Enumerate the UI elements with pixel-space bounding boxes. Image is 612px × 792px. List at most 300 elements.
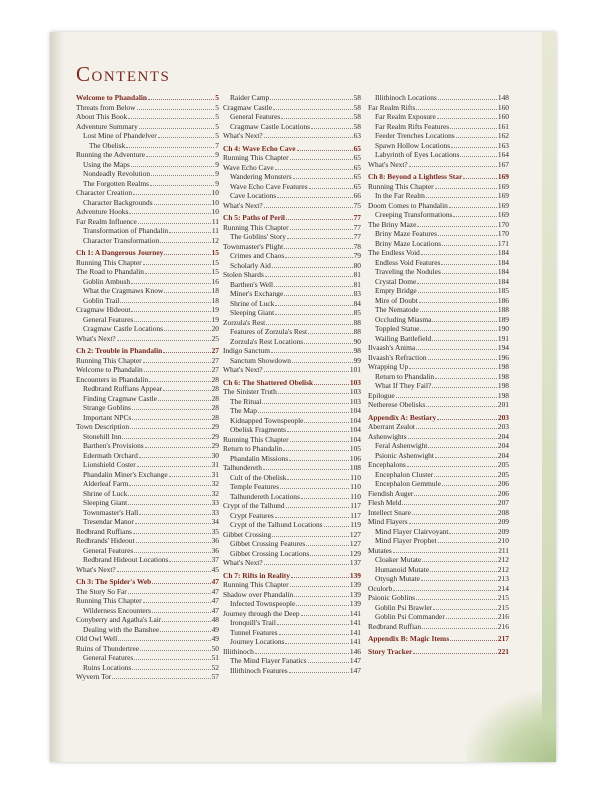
toc-entry	[76, 169, 219, 179]
toc-entry	[76, 489, 219, 499]
toc-page-number: 169	[497, 200, 509, 210]
toc-entry	[223, 261, 361, 271]
toc-entry	[223, 153, 361, 163]
toc-entry-title: Ruins Locations	[83, 662, 132, 672]
toc-entry	[223, 482, 361, 492]
toc-entry-title: Labyrinth of Eyes Locations	[375, 150, 460, 159]
toc-entry	[223, 280, 361, 290]
toc-entry	[368, 422, 509, 432]
toc-entry-title: Nondeadly Revolution	[83, 169, 151, 178]
toc-entry-title: Running This Chapter	[76, 596, 142, 605]
dot-leader	[264, 371, 349, 372]
toc-entry-title: The Goblins' Story	[230, 232, 286, 241]
toc-page-number: 9	[215, 159, 219, 169]
toc-entry-title: What's Next?	[223, 131, 263, 140]
toc-entry	[223, 590, 361, 600]
toc-page-number: 208	[497, 507, 509, 517]
toc-entry	[223, 656, 361, 666]
toc-page-number: 206	[497, 488, 509, 498]
toc-page-number: 83	[353, 289, 361, 298]
toc-column-3	[368, 93, 509, 656]
toc-entry	[223, 223, 361, 233]
toc-entry-title: Cave Locations	[230, 191, 277, 200]
toc-entry	[76, 286, 219, 296]
dot-leader	[438, 542, 497, 543]
toc-entry	[368, 315, 509, 325]
dot-leader	[158, 137, 215, 138]
toc-entry-title: Threats from Below	[76, 102, 136, 112]
toc-entry	[368, 150, 509, 160]
toc-entry	[76, 565, 219, 575]
toc-entry-title: Redbrand Ruffians Appear	[83, 384, 163, 393]
toc-entry-title: What If They Fail?	[375, 381, 432, 390]
page-border-decoration	[542, 32, 556, 762]
dot-leader	[265, 276, 353, 277]
dot-leader	[287, 479, 349, 480]
toc-entry-title: Illithinoch	[223, 646, 254, 656]
toc-entry-title: The Story So Far	[76, 586, 127, 596]
toc-entry	[76, 403, 219, 413]
toc-page-number: 84	[353, 298, 361, 308]
toc-page-number: 201	[497, 400, 509, 409]
dot-leader	[134, 321, 210, 322]
dot-leader	[421, 254, 497, 255]
dot-leader	[154, 204, 211, 205]
toc-entry-title: Scholarly Aid	[230, 260, 271, 270]
toc-entry	[368, 470, 509, 480]
dot-leader	[304, 343, 352, 344]
toc-entry	[368, 353, 509, 363]
dot-leader	[435, 378, 497, 379]
toc-entry-title: The Forgotten Realms	[83, 178, 149, 188]
toc-page-number: 33	[211, 507, 219, 517]
dot-leader	[437, 419, 497, 420]
toc-entry-title: Strange Goblins	[83, 403, 131, 412]
toc-entry	[368, 277, 509, 287]
toc-page-number: 65	[353, 143, 361, 153]
toc-page-number: 139	[349, 589, 361, 599]
toc-entry-title: Cult of the Obelisk	[230, 472, 287, 482]
toc-entry-title: Redbrand Ruffians	[76, 526, 132, 536]
toc-entry-title: Adventure Hooks	[76, 207, 129, 216]
toc-page-number: 47	[211, 596, 219, 605]
toc-entry-title: The Endless Void	[368, 248, 420, 257]
dot-leader	[139, 514, 210, 515]
toc-entry-title: Redbrands' Hideout	[76, 536, 135, 545]
dot-leader	[132, 669, 210, 670]
dot-leader	[285, 257, 352, 258]
toc-page-number: 49	[211, 634, 219, 643]
toc-entry-title: Appendix A: Bestiary	[368, 412, 437, 422]
toc-page-number: 19	[211, 305, 219, 314]
toc-chapter-heading	[76, 577, 219, 587]
toc-entry-title: Sleeping Giant	[230, 308, 275, 317]
toc-page-number: 49	[211, 624, 219, 634]
dot-leader	[442, 273, 497, 274]
toc-entry-title: Tunnel Features	[230, 627, 278, 637]
toc-page-number: 184	[497, 257, 509, 267]
toc-entry-title: Ch 5: Paths of Peril	[223, 213, 285, 222]
toc-page-number: 170	[497, 229, 509, 238]
toc-entry-title: Mire of Doubt	[375, 295, 418, 305]
toc-entry	[76, 160, 219, 170]
toc-entry	[368, 229, 509, 239]
toc-entry-title: In the Far Realm	[375, 191, 425, 200]
dot-leader	[393, 590, 497, 591]
toc-entry-title: Ch 2: Trouble in Phandalin	[76, 346, 163, 355]
toc-page-number: 117	[350, 510, 361, 520]
toc-entry-title: Illithinoch Features	[230, 665, 288, 675]
dot-leader	[160, 631, 210, 632]
toc-entry-title: Zorzula's Rest Locations	[230, 336, 304, 346]
toc-page-number: 25	[211, 333, 219, 343]
toc-page-number: 205	[497, 460, 509, 469]
dot-leader	[128, 118, 214, 119]
dot-leader	[453, 216, 497, 217]
toc-entry	[76, 277, 219, 287]
toc-entry	[368, 479, 509, 489]
toc-entry-title: Journey Locations	[230, 637, 285, 646]
toc-entry-title: Encephalons	[368, 460, 406, 469]
toc-column-1	[76, 93, 219, 682]
toc-entry-title: Welcome to Phandalin	[76, 93, 148, 102]
toc-entry-title: Crimes and Chaos	[230, 251, 285, 260]
toc-entry-title: Wailing Battlefield	[375, 333, 432, 343]
toc-entry-title: Far Realm Rifts Features	[375, 121, 450, 131]
toc-entry-title: Old Owl Well	[76, 634, 118, 643]
toc-entry	[368, 343, 509, 353]
toc-entry	[76, 334, 219, 344]
dot-leader	[290, 441, 349, 442]
toc-entry	[76, 479, 219, 489]
toc-page-number: 104	[349, 415, 361, 425]
toc-entry	[223, 397, 361, 407]
dot-leader	[402, 504, 496, 505]
dot-leader	[144, 371, 211, 372]
dot-leader	[450, 640, 497, 641]
toc-entry	[368, 441, 509, 451]
toc-page-number: 35	[211, 526, 219, 536]
toc-entry	[223, 530, 361, 540]
toc-page-number: 66	[353, 191, 361, 200]
toc-page-number: 141	[349, 618, 361, 627]
dot-leader	[139, 128, 215, 129]
toc-page-number: 221	[497, 646, 509, 656]
toc-entry	[76, 634, 219, 644]
toc-entry-title: Ilvaash's Anima	[368, 343, 416, 352]
toc-page-number: 216	[497, 621, 509, 631]
toc-entry-title: Psionic Goblins	[368, 593, 416, 602]
toc-entry	[223, 637, 361, 647]
toc-page-number: 30	[211, 450, 219, 460]
toc-entry-title: Spawn Hollow Locations	[375, 140, 451, 150]
dot-leader	[135, 523, 211, 524]
toc-entry	[368, 141, 509, 151]
toc-entry-title: Running This Chapter	[223, 153, 289, 162]
toc-entry-title: Cragmaw Hideout	[76, 305, 131, 314]
toc-entry	[223, 511, 361, 521]
toc-entry-title: What's Next?	[223, 200, 263, 210]
toc-entry-title: What's Next?	[223, 558, 263, 567]
toc-entry	[76, 625, 219, 635]
toc-page-number: 117	[350, 501, 361, 510]
toc-entry	[76, 296, 219, 306]
dot-leader	[270, 99, 352, 100]
toc-page-number: 185	[497, 286, 509, 295]
dot-leader	[294, 596, 349, 597]
toc-page-number: 101	[349, 365, 361, 374]
dot-leader	[432, 387, 497, 388]
toc-page-number: 19	[211, 314, 219, 324]
dot-leader	[134, 552, 210, 553]
dot-leader	[451, 147, 497, 148]
toc-entry-title: General Features	[83, 545, 134, 555]
toc-chapter-heading	[223, 144, 361, 154]
toc-entry	[76, 422, 219, 432]
toc-entry-title: Flesh Meld	[368, 498, 402, 507]
toc-page-number: 63	[353, 131, 361, 140]
toc-entry-title: Endless Void Features	[375, 257, 441, 267]
toc-entry	[223, 356, 361, 366]
toc-page-number: 184	[497, 248, 509, 257]
toc-entry	[223, 406, 361, 416]
dot-leader	[164, 330, 211, 331]
toc-page-number: 127	[349, 539, 361, 548]
toc-entry	[368, 612, 509, 622]
toc-page-number: 110	[350, 491, 361, 501]
toc-entry-title: Talhundereth	[223, 463, 262, 472]
toc-page-number: 45	[211, 564, 219, 574]
dot-leader	[434, 476, 497, 477]
toc-page-number: 216	[497, 612, 509, 621]
toc-entry-title: Encephalon Cluster	[375, 469, 434, 479]
dot-leader	[416, 109, 497, 110]
dot-leader	[163, 390, 211, 391]
toc-entry	[223, 346, 361, 356]
dot-leader	[296, 605, 349, 606]
toc-entry	[76, 236, 219, 246]
toc-page-number: 9	[215, 178, 219, 188]
dot-leader	[152, 583, 210, 584]
toc-entry-title: Crypt Features	[230, 510, 274, 520]
toc-entry-title: The Sinister Truth	[223, 387, 277, 396]
dot-leader	[145, 447, 211, 448]
toc-entry-title: Ch 8: Beyond a Lightless Star	[368, 172, 463, 181]
toc-page-number: 5	[215, 112, 219, 121]
toc-page-number: 203	[497, 422, 509, 431]
toc-page-number: 103	[349, 396, 361, 406]
toc-entry-title: Traveling the Nodules	[375, 267, 441, 276]
toc-entry	[223, 289, 361, 299]
toc-entry-title: Wilderness Encounters	[83, 605, 152, 615]
dot-leader	[463, 178, 497, 179]
toc-entry	[223, 182, 361, 192]
toc-page-number: 29	[211, 441, 219, 450]
toc-entry	[223, 242, 361, 252]
toc-entry	[368, 517, 509, 527]
toc-entry	[76, 517, 219, 527]
toc-entry	[76, 555, 219, 565]
dot-leader	[118, 640, 210, 641]
dot-leader	[433, 609, 497, 610]
dot-leader	[273, 109, 353, 110]
toc-page-number: 77	[353, 213, 361, 222]
toc-page-number: 169	[497, 210, 509, 219]
toc-entry	[368, 160, 509, 170]
toc-entry	[76, 527, 219, 537]
toc-entry-title: Ch 6: The Shattered Obelisk	[223, 377, 314, 387]
dot-leader	[258, 412, 349, 413]
toc-page-number: 127	[349, 529, 361, 539]
toc-page-number: 36	[211, 545, 219, 555]
dot-leader	[136, 542, 211, 543]
toc-entry-title: Ch 1: A Dangerous Journey	[76, 248, 164, 257]
dot-leader	[286, 507, 350, 508]
toc-page-number: 205	[497, 469, 509, 479]
toc-page-number: 103	[349, 387, 361, 396]
toc-page-number: 146	[349, 646, 361, 656]
toc-entry-title: Ch 7: Rifts in Reality	[223, 570, 290, 580]
dot-leader	[417, 226, 496, 227]
toc-page-number: 105	[349, 444, 361, 453]
dot-leader	[286, 219, 353, 220]
dot-leader	[128, 504, 210, 505]
dot-leader	[158, 400, 211, 401]
toc-page-number: 75	[353, 200, 361, 210]
toc-entry	[368, 498, 509, 508]
toc-chapter-heading	[223, 571, 361, 581]
dot-leader	[275, 305, 352, 306]
toc-entry	[223, 131, 361, 141]
dot-leader	[289, 672, 349, 673]
toc-entry-title: Running the Adventure	[76, 150, 145, 159]
dot-leader	[432, 340, 497, 341]
toc-page-number: 16	[211, 276, 219, 286]
dot-leader	[438, 235, 497, 236]
toc-entry-title: Character Creation	[76, 188, 133, 197]
toc-entry-title: Story Tracker	[368, 646, 413, 656]
toc-page-number: 9	[215, 169, 219, 178]
toc-entry	[76, 672, 219, 682]
toc-entry	[76, 498, 219, 508]
dot-leader	[414, 495, 497, 496]
dot-leader	[275, 517, 349, 518]
toc-entry-title: Ironquill's Trail	[230, 618, 276, 627]
toc-page-number: 198	[497, 390, 509, 400]
dot-leader	[131, 166, 214, 167]
dot-leader	[308, 333, 353, 334]
toc-entry	[76, 150, 219, 160]
toc-entry	[223, 520, 361, 530]
toc-entry	[368, 182, 509, 192]
toc-page-number: 88	[353, 317, 361, 327]
toc-page-number: 65	[353, 162, 361, 172]
dot-leader	[169, 476, 211, 477]
toc-entry-title: Character Transformation	[83, 235, 160, 245]
toc-page-number: 169	[497, 191, 509, 200]
dot-leader	[306, 545, 349, 546]
toc-entry-title: The Ritual	[230, 396, 262, 406]
toc-entry	[76, 226, 219, 236]
toc-entry-title: Goblin Psi Brawler	[375, 602, 433, 612]
toc-entry-title: The Road to Phandalin	[76, 267, 144, 276]
toc-page-number: 139	[349, 570, 361, 580]
toc-entry	[223, 647, 361, 657]
toc-entry	[223, 628, 361, 638]
toc-page-number: 47	[211, 605, 219, 615]
toc-entry	[76, 460, 219, 470]
dot-leader	[146, 156, 214, 157]
dot-leader	[293, 178, 353, 179]
dot-leader	[277, 197, 352, 198]
toc-entry	[76, 546, 219, 556]
toc-page-number: 36	[211, 536, 219, 545]
toc-entry	[76, 207, 219, 217]
toc-page-number: 81	[353, 279, 361, 289]
toc-entry-title: Zorzula's Rest	[223, 317, 266, 327]
toc-page-number: 58	[353, 93, 361, 102]
toc-entry-title: Goblin Psi Commander	[375, 612, 445, 621]
dot-leader	[128, 495, 210, 496]
toc-entry-title: Gibbet Crossing Locations	[230, 548, 310, 558]
toc-page-number: 204	[497, 450, 509, 460]
dot-leader	[169, 232, 211, 233]
toc-page-number: 77	[353, 222, 361, 232]
dot-leader	[131, 283, 211, 284]
toc-entry-title: Wyvern Tor	[76, 672, 112, 681]
toc-entry-title: Crypt of the Talhund	[223, 501, 285, 510]
toc-entry-title: Running This Chapter	[223, 580, 289, 589]
toc-entry-title: Briny Maze Features	[375, 229, 437, 238]
toc-page-number: 52	[211, 662, 219, 672]
toc-entry-title: Transformation of Phandalin	[83, 226, 169, 235]
toc-page-number: 160	[497, 102, 509, 112]
toc-chapter-heading	[368, 634, 509, 644]
toc-entry-title: Far Realm Exposure	[375, 112, 436, 121]
toc-page-number: 215	[497, 602, 509, 612]
toc-entry-title: Running This Chapter	[368, 181, 434, 191]
toc-entry	[368, 93, 509, 103]
toc-page-number: 10	[211, 197, 219, 207]
toc-entry	[223, 201, 361, 211]
toc-entry-title: Running This Chapter	[76, 355, 142, 365]
toc-page-number: 189	[497, 314, 509, 324]
toc-page-number: 211	[498, 545, 509, 555]
toc-page-number: 103	[349, 377, 361, 387]
toc-entry-title: Creeping Transformations	[375, 210, 453, 219]
toc-entry-title: Sanctum Showdown	[230, 355, 291, 365]
toc-entry-title: Adventure Summary	[76, 121, 138, 131]
toc-entry-title: Alderleaf Farm	[83, 479, 129, 488]
toc-page-number: 104	[349, 425, 361, 434]
toc-page-number: 162	[497, 131, 509, 140]
toc-entry	[368, 267, 509, 277]
dot-leader	[272, 267, 353, 268]
dot-leader	[112, 678, 210, 679]
dot-leader	[308, 662, 349, 663]
toc-page-number: 5	[215, 93, 219, 102]
toc-entry	[368, 400, 509, 410]
toc-page-number: 34	[211, 517, 219, 526]
toc-entry	[368, 112, 509, 122]
toc-entry-title: Wave Echo Cave	[223, 162, 274, 172]
toc-entry	[223, 599, 361, 609]
dot-leader	[133, 533, 211, 534]
toc-entry-title: Indigo Sanctum	[223, 346, 271, 355]
toc-entry-title: What's Next?	[223, 365, 263, 374]
dot-leader	[396, 397, 497, 398]
dot-leader	[150, 185, 214, 186]
